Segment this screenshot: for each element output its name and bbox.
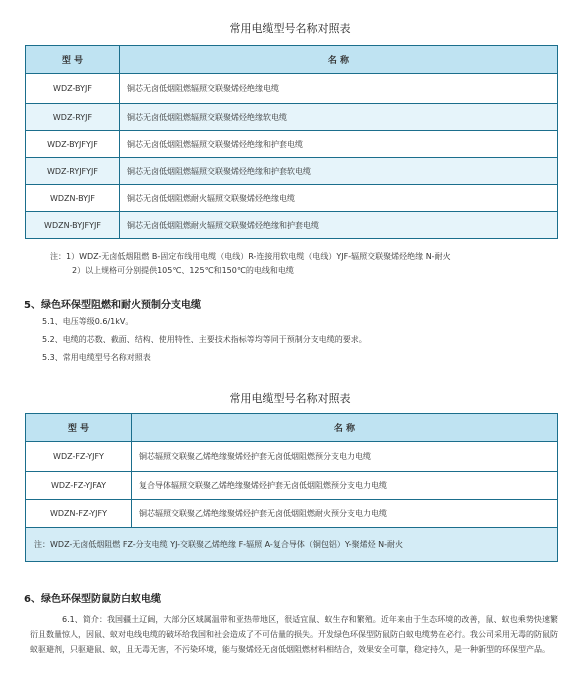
section5-heading: 5、绿色环保型阻燃和耐火预制分支电缆 — [24, 300, 201, 311]
table2-note: 注：WDZ-无卤低烟阻燃 FZ-分支电缆 YJ-交联聚乙烯绝缘 F-辐照 A-复合导体（铜包铝）Y-聚烯烃 N-耐火 — [26, 528, 558, 562]
section6-heading: 6、绿色环保型防鼠防白蚁电缆 — [24, 594, 161, 605]
table1-cell-model: WDZ-RYJFYJF — [26, 158, 120, 185]
table-row — [26, 442, 558, 472]
table2-header-model: 型 号 — [26, 414, 132, 442]
table2-cell-name: 铜芯辐照交联聚乙烯绝缘聚烯烃护套无卤低烟阻燃预分支电力电缆 — [132, 442, 558, 472]
table1-cell-name: 铜芯无卤低烟阻燃耐火辐照交联聚烯烃绝缘和护套电缆 — [120, 212, 558, 239]
table1-cell-model: WDZ-BYJF — [26, 74, 120, 104]
table1-note — [50, 250, 451, 278]
table2-cell-model: WDZ-FZ-YJFY — [26, 442, 132, 472]
table1-cell-model: WDZN-BYJF — [26, 185, 120, 212]
table1-cell-model: WDZN-BYJFYJF — [26, 212, 120, 239]
table2-cell-name: 铜芯辐照交联聚乙烯绝缘聚烯烃护套无卤低烟阻燃耐火预分支电力电缆 — [132, 500, 558, 528]
table2-cell-model: WDZN-FZ-YJFY — [26, 500, 132, 528]
table2-header-row — [26, 414, 558, 442]
table2-header-name: 名 称 — [132, 414, 558, 442]
table1-cell-name: 铜芯无卤低烟阻燃辐照交联聚烯烃绝缘和护套电缆 — [120, 131, 558, 158]
table-row — [26, 212, 558, 239]
table1-cell-name: 铜芯无卤低烟阻燃辐照交联聚烯烃绝缘电缆 — [120, 74, 558, 104]
table1-header-row — [26, 46, 558, 74]
table-row — [26, 104, 558, 131]
section5-item: 5.1、电压等级0.6/1kV。 — [42, 317, 134, 326]
table1-header-name: 名 称 — [120, 46, 558, 74]
table1-header-model: 型 号 — [26, 46, 120, 74]
table1-note-line: 注：1）WDZ-无卤低烟阻燃 B-固定布线用电缆（电线）R-连接用软电缆（电线）YJF-辐照交联聚烯烃绝缘 N-耐火 — [50, 252, 451, 261]
table-row — [26, 472, 558, 500]
table-row — [26, 74, 558, 104]
table-row — [26, 158, 558, 185]
section6-paragraph: 6.1、简介：我国疆土辽阔，大部分区域属温带和亚热带地区，很适宜鼠、蚁生存和繁殖。近年来由于生态环境的改善，鼠、蚁也乘势快速繁衍且数量惊人，因鼠、蚁对电线电缆的破坏给我国和社会造成了不可估量的损失。开发绿色环保型防鼠防白蚁电缆势在必行。我公司采用无毒的防鼠防蚁驱避剂，只驱避鼠、蚁，且无毒无害，不污染环境，能与聚烯烃无卤低烟阻燃材料相结合，效果安全可靠，稳定持久，是一种新型的环保型产品。 — [30, 615, 558, 654]
table1-note-line: 2）以上规格可分别提供105℃、125℃和150℃的电线和电缆 — [72, 266, 294, 275]
table-row — [26, 185, 558, 212]
table2-note-row — [26, 528, 558, 562]
table2-title: 常用电缆型号名称对照表 — [229, 392, 351, 405]
table2 — [25, 413, 558, 562]
table1-cell-name: 铜芯无卤低烟阻燃辐照交联聚烯烃绝缘软电缆 — [120, 104, 558, 131]
table1-cell-name: 铜芯无卤低烟阻燃耐火辐照交联聚烯烃绝缘电缆 — [120, 185, 558, 212]
table2-cell-model: WDZ-FZ-YJFAY — [26, 472, 132, 500]
table1-cell-model: WDZ-RYJF — [26, 104, 120, 131]
section5-item: 5.3、常用电缆型号名称对照表 — [42, 353, 151, 362]
section5-item: 5.2、电缆的芯数、截面、结构、使用特性、主要技术指标等均等同于预制分支电缆的要求。 — [42, 335, 367, 344]
table2-cell-name: 复合导体辐照交联聚乙烯绝缘聚烯烃护套无卤低烟阻燃预分支电力电缆 — [132, 472, 558, 500]
table1-cell-model: WDZ-BYJFYJF — [26, 131, 120, 158]
table-row — [26, 500, 558, 528]
table1-title: 常用电缆型号名称对照表 — [229, 22, 351, 35]
table-row — [26, 131, 558, 158]
table1-cell-name: 铜芯无卤低烟阻燃辐照交联聚烯烃绝缘和护套软电缆 — [120, 158, 558, 185]
table1 — [25, 45, 558, 239]
